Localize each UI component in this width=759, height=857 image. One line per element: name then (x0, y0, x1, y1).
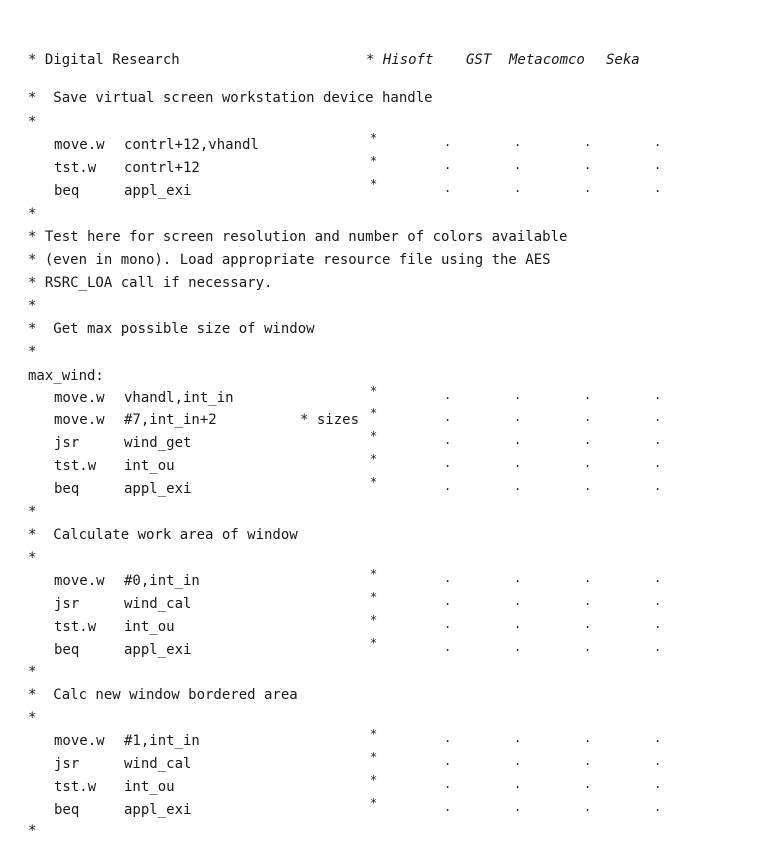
assembler-mark-dot: . (654, 135, 662, 149)
assembler-mark-dot: . (514, 731, 522, 745)
assembler-mark-dot: . (444, 158, 452, 172)
assembler-mark-dot: . (654, 754, 662, 768)
opcode: move.w (54, 573, 105, 589)
assembler-mark-dot: . (584, 777, 592, 791)
assembler-mark-star: * (370, 796, 378, 810)
assembler-mark-dot: . (654, 433, 662, 447)
comment-line: * Save virtual screen workstation device handle (28, 90, 433, 106)
assembler-mark-dot: . (444, 479, 452, 493)
opcode: beq (54, 802, 80, 818)
comment-line: * (28, 298, 37, 314)
assembler-mark-dot: . (584, 800, 592, 814)
code-label: max_wind: (28, 368, 104, 384)
opcode: move.w (54, 412, 105, 428)
comment-line: * Test here for screen resolution and number of colors available (28, 229, 568, 245)
operand: appl_exi (124, 183, 192, 199)
assembler-mark-dot: . (654, 571, 662, 585)
header-column: * Hisoft (366, 52, 434, 68)
operand: contrl+12,vhandl (124, 137, 259, 153)
assembler-mark-dot: . (514, 158, 522, 172)
operand: #7,int_in+2 (124, 412, 217, 428)
assembler-mark-dot: . (654, 479, 662, 493)
assembler-mark-dot: . (444, 181, 452, 195)
operand: appl_exi (124, 642, 192, 658)
assembler-mark-star: * (370, 429, 378, 443)
assembler-mark-dot: . (584, 640, 592, 654)
assembler-mark-dot: . (444, 135, 452, 149)
opcode: tst.w (54, 458, 97, 474)
assembler-mark-dot: . (514, 571, 522, 585)
assembler-mark-star: * (370, 154, 378, 168)
comment-line: * (28, 710, 37, 726)
assembler-mark-star: * (370, 384, 378, 398)
opcode: move.w (54, 137, 105, 153)
assembler-mark-dot: . (444, 388, 452, 402)
inline-comment: * sizes (300, 412, 360, 428)
opcode: tst.w (54, 779, 97, 795)
assembler-mark-dot: . (514, 617, 522, 631)
assembler-mark-star: * (370, 131, 378, 145)
assembler-mark-dot: . (654, 410, 662, 424)
assembler-mark-dot: . (584, 617, 592, 631)
operand: int_ou (124, 619, 175, 635)
assembler-mark-dot: . (444, 800, 452, 814)
assembler-mark-dot: . (514, 181, 522, 195)
opcode: tst.w (54, 160, 97, 176)
operand: #1,int_in (124, 733, 200, 749)
assembler-mark-dot: . (514, 388, 522, 402)
assembler-mark-star: * (370, 773, 378, 787)
opcode: jsr (54, 756, 80, 772)
header-column: Metacomco (509, 52, 585, 68)
comment-line: * (28, 664, 37, 680)
opcode: tst.w (54, 619, 97, 635)
assembler-mark-dot: . (654, 617, 662, 631)
comment-line: * Calculate work area of window (28, 527, 298, 543)
assembler-mark-dot: . (584, 754, 592, 768)
operand: appl_exi (124, 802, 192, 818)
assembler-mark-dot: . (584, 571, 592, 585)
assembler-mark-dot: . (444, 433, 452, 447)
assembler-mark-dot: . (514, 754, 522, 768)
assembler-mark-star: * (370, 452, 378, 466)
assembler-mark-dot: . (514, 800, 522, 814)
comment-line: * (28, 504, 37, 520)
assembler-mark-star: * (370, 406, 378, 420)
opcode: jsr (54, 596, 80, 612)
opcode: beq (54, 183, 80, 199)
assembler-mark-dot: . (444, 640, 452, 654)
assembler-mark-dot: . (584, 731, 592, 745)
assembler-mark-star: * (370, 636, 378, 650)
comment-line: * (28, 206, 37, 222)
operand: wind_cal (124, 756, 192, 772)
operand: contrl+12 (124, 160, 200, 176)
assembler-mark-dot: . (514, 456, 522, 470)
operand: wind_cal (124, 596, 192, 612)
assembler-mark-star: * (370, 177, 378, 191)
assembler-mark-dot: . (444, 754, 452, 768)
assembler-mark-dot: . (584, 388, 592, 402)
header-column: GST (466, 52, 492, 68)
assembler-mark-dot: . (584, 433, 592, 447)
assembler-mark-dot: . (654, 640, 662, 654)
assembler-mark-dot: . (514, 479, 522, 493)
opcode: jsr (54, 435, 80, 451)
assembler-mark-dot: . (654, 594, 662, 608)
assembler-mark-dot: . (514, 135, 522, 149)
operand: int_ou (124, 458, 175, 474)
assembler-mark-star: * (370, 750, 378, 764)
assembler-mark-star: * (370, 475, 378, 489)
assembler-mark-dot: . (584, 181, 592, 195)
comment-line: * Calc new window bordered area (28, 687, 298, 703)
assembler-mark-dot: . (584, 135, 592, 149)
operand: #0,int_in (124, 573, 200, 589)
operand: int_ou (124, 779, 175, 795)
comment-line: * (even in mono). Load appropriate resource file using the AES (28, 252, 551, 268)
assembler-mark-dot: . (444, 777, 452, 791)
comment-line: * (28, 114, 37, 130)
assembler-mark-dot: . (654, 800, 662, 814)
comment-line: * (28, 823, 37, 839)
assembler-mark-dot: . (654, 158, 662, 172)
assembler-mark-star: * (370, 727, 378, 741)
header-left: * Digital Research (28, 52, 180, 68)
assembler-mark-dot: . (584, 456, 592, 470)
assembler-mark-star: * (370, 567, 378, 581)
assembler-mark-dot: . (654, 181, 662, 195)
assembler-mark-dot: . (514, 777, 522, 791)
comment-line: * (28, 550, 37, 566)
assembler-mark-dot: . (514, 410, 522, 424)
opcode: move.w (54, 733, 105, 749)
assembler-mark-dot: . (584, 410, 592, 424)
assembler-mark-star: * (370, 590, 378, 604)
opcode: beq (54, 642, 80, 658)
assembler-mark-dot: . (584, 479, 592, 493)
assembler-mark-dot: . (654, 731, 662, 745)
assembler-mark-dot: . (444, 410, 452, 424)
comment-line: * RSRC_LOA call if necessary. (28, 275, 273, 291)
assembler-mark-dot: . (514, 433, 522, 447)
assembler-mark-dot: . (654, 777, 662, 791)
comment-line: * Get max possible size of window (28, 321, 315, 337)
assembler-mark-dot: . (444, 731, 452, 745)
opcode: move.w (54, 390, 105, 406)
assembler-mark-star: * (370, 613, 378, 627)
assembler-mark-dot: . (444, 571, 452, 585)
assembler-mark-dot: . (654, 388, 662, 402)
header-column: Seka (606, 52, 640, 68)
assembler-mark-dot: . (584, 158, 592, 172)
assembler-mark-dot: . (444, 594, 452, 608)
assembler-mark-dot: . (444, 617, 452, 631)
opcode: beq (54, 481, 80, 497)
assembler-mark-dot: . (584, 594, 592, 608)
assembler-mark-dot: . (444, 456, 452, 470)
assembler-mark-dot: . (654, 456, 662, 470)
assembler-mark-dot: . (514, 640, 522, 654)
operand: appl_exi (124, 481, 192, 497)
operand: wind_get (124, 435, 192, 451)
operand: vhandl,int_in (124, 390, 234, 406)
comment-line: * (28, 344, 37, 360)
assembler-mark-dot: . (514, 594, 522, 608)
